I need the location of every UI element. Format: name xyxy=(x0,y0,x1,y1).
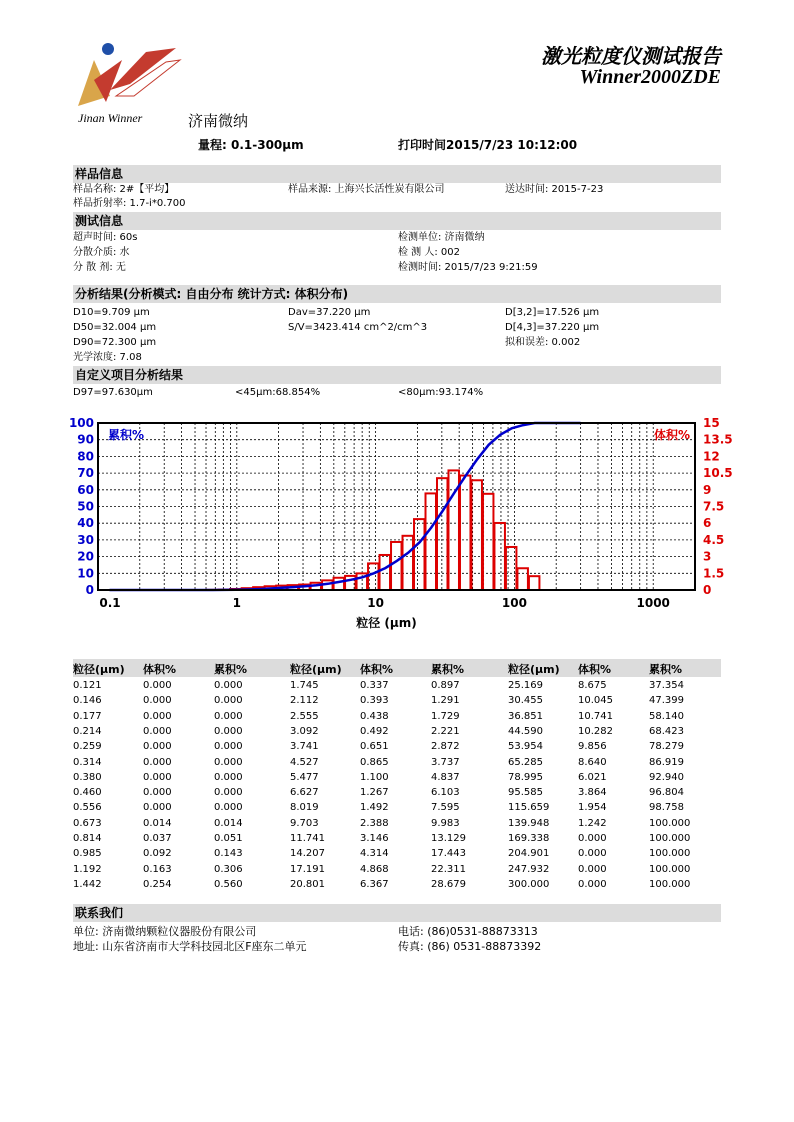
table-cell: 0.314 xyxy=(73,756,102,768)
dav-value: Dav=37.220 μm xyxy=(288,307,371,318)
right-tick-label: 4.5 xyxy=(703,532,725,547)
table-cell: 0.000 xyxy=(578,833,607,844)
table-cell: 28.679 xyxy=(431,878,466,890)
table-cell: 78.995 xyxy=(508,771,543,783)
sv-value: S/V=3423.414 cm^2/cm^3 xyxy=(288,322,428,333)
table-cell: 0.897 xyxy=(431,680,460,691)
table-cell: 5.477 xyxy=(290,771,319,783)
table-cell: 0.814 xyxy=(73,833,102,844)
table-cell: 17.443 xyxy=(431,848,466,860)
table-cell: 1.242 xyxy=(578,817,607,829)
table-cell: 0.092 xyxy=(143,848,172,860)
contact-heading: 联系我们 xyxy=(73,904,721,922)
table-column-header: 粒径(μm) xyxy=(73,663,125,676)
table-cell: 22.311 xyxy=(431,863,466,875)
table-cell: 68.423 xyxy=(649,725,684,737)
volume-bar xyxy=(426,493,436,590)
volume-bar xyxy=(460,476,470,590)
table-cell: 0.000 xyxy=(143,802,172,814)
volume-bar xyxy=(517,568,527,590)
table-column-header: 体积% xyxy=(578,663,612,676)
table-cell: 204.901 xyxy=(508,848,550,860)
ultrasound-time: 超声时间: 60s xyxy=(73,232,138,243)
table-cell: 86.919 xyxy=(649,756,684,768)
table-cell: 9.856 xyxy=(578,741,607,753)
particle-size-chart xyxy=(60,410,760,640)
table-cell: 0.000 xyxy=(214,756,243,768)
left-tick-label: 80 xyxy=(77,449,94,464)
table-cell: 0.121 xyxy=(73,680,102,691)
table-cell: 36.851 xyxy=(508,710,543,722)
table-cell: 58.140 xyxy=(649,710,684,722)
table-cell: 0.492 xyxy=(360,725,389,737)
contact-unit: 单位: 济南微纳颗粒仪器股份有限公司 xyxy=(73,925,257,938)
table-cell: 9.983 xyxy=(431,817,460,829)
table-cell: 6.627 xyxy=(290,787,319,799)
volume-bar xyxy=(471,480,481,590)
table-cell: 0.014 xyxy=(214,817,243,829)
table-cell: 6.103 xyxy=(431,787,460,799)
right-tick-label: 1.5 xyxy=(703,566,725,581)
table-cell: 78.279 xyxy=(649,741,684,753)
table-cell: 0.000 xyxy=(214,725,243,737)
table-cell: 0.000 xyxy=(143,741,172,753)
table-cell: 0.000 xyxy=(143,680,172,691)
volume-bar xyxy=(334,578,344,590)
table-cell: 100.000 xyxy=(649,863,691,875)
table-cell: 95.585 xyxy=(508,787,543,799)
table-cell: 0.393 xyxy=(360,695,389,707)
table-cell: 10.741 xyxy=(578,710,613,722)
table-cell: 0.000 xyxy=(578,878,607,890)
table-cell: 13.129 xyxy=(431,833,466,844)
right-tick-label: 10.5 xyxy=(703,466,733,481)
table-cell: 0.146 xyxy=(73,695,102,707)
right-tick-label: 9 xyxy=(703,482,712,497)
table-cell: 0.651 xyxy=(360,741,389,753)
table-cell: 98.758 xyxy=(649,802,684,814)
table-cell: 2.221 xyxy=(431,725,460,737)
table-cell: 8.675 xyxy=(578,680,607,691)
table-cell: 1.267 xyxy=(360,787,389,799)
table-cell: 53.954 xyxy=(508,741,543,753)
contact-phone: 电话: (86)0531-88873313 xyxy=(398,925,538,938)
sample-info-heading: 样品信息 xyxy=(73,165,721,183)
left-tick-label: 10 xyxy=(77,566,94,581)
fit-error: 拟和误差: 0.002 xyxy=(505,337,581,348)
table-cell: 3.092 xyxy=(290,725,319,737)
refractive-index: 样品折射率: 1.7-i*0.700 xyxy=(73,198,186,209)
x-tick-label: 10 xyxy=(367,596,384,610)
table-cell: 247.932 xyxy=(508,863,550,875)
table-cell: 11.741 xyxy=(290,833,325,844)
left-tick-label: 60 xyxy=(77,482,94,497)
table-cell: 65.285 xyxy=(508,756,543,768)
table-cell: 0.985 xyxy=(73,848,102,860)
table-cell: 0.051 xyxy=(214,833,243,844)
left-tick-label: 20 xyxy=(77,549,94,564)
table-cell: 0.380 xyxy=(73,771,102,783)
table-cell: 0.337 xyxy=(360,680,389,691)
table-cell: 0.163 xyxy=(143,863,172,875)
table-cell: 0.306 xyxy=(214,863,243,875)
table-cell: 25.169 xyxy=(508,680,543,691)
table-cell: 115.659 xyxy=(508,802,550,814)
logo-caption: Jinan Winner xyxy=(78,111,143,125)
table-cell: 4.868 xyxy=(360,863,389,875)
table-cell: 300.000 xyxy=(508,878,550,890)
test-info-heading: 测试信息 xyxy=(73,212,721,230)
table-cell: 1.954 xyxy=(578,802,607,814)
tester: 检 测 人: 002 xyxy=(398,247,460,258)
lt80-value: <80μm:93.174% xyxy=(398,387,484,398)
x-tick-label: 1 xyxy=(232,596,241,610)
table-cell: 0.673 xyxy=(73,817,102,829)
analysis-heading: 分析结果(分析模式: 自由分布 统计方式: 体积分布) xyxy=(73,285,721,303)
table-cell: 30.455 xyxy=(508,695,543,707)
table-cell: 100.000 xyxy=(649,848,691,860)
table-cell: 3.864 xyxy=(578,787,607,799)
table-cell: 0.000 xyxy=(214,741,243,753)
d50-value: D50=32.004 μm xyxy=(73,322,157,333)
table-cell: 0.000 xyxy=(214,680,243,691)
company-logo xyxy=(76,40,186,110)
table-cell: 0.000 xyxy=(143,710,172,722)
volume-bar xyxy=(483,494,493,590)
lt45-value: <45μm:68.854% xyxy=(235,387,321,398)
table-column-header: 累积% xyxy=(214,663,248,676)
table-cell: 8.640 xyxy=(578,756,607,768)
table-cell: 0.014 xyxy=(143,817,172,829)
table-cell: 4.837 xyxy=(431,771,460,783)
custom-heading: 自定义项目分析结果 xyxy=(73,366,721,384)
d43-value: D[4,3]=37.220 μm xyxy=(505,322,600,333)
left-tick-label: 90 xyxy=(77,432,94,447)
table-cell: 10.282 xyxy=(578,725,613,737)
contact-address: 地址: 山东省济南市大学科技园北区F座东二单元 xyxy=(73,940,307,953)
table-cell: 14.207 xyxy=(290,848,325,860)
table-cell: 0.556 xyxy=(73,802,102,814)
company-name: 济南微纳 xyxy=(188,112,249,130)
table-cell: 0.254 xyxy=(143,878,172,890)
volume-bar xyxy=(403,536,413,590)
volume-bar xyxy=(391,542,401,590)
table-cell: 0.214 xyxy=(73,725,102,737)
table-cell: 37.354 xyxy=(649,680,684,691)
left-tick-label: 50 xyxy=(77,499,94,514)
table-cell: 0.000 xyxy=(143,787,172,799)
optical-concentration: 光学浓度: 7.08 xyxy=(73,352,142,363)
table-cell: 96.804 xyxy=(649,787,684,799)
table-cell: 1.192 xyxy=(73,863,102,875)
measurement-range: 量程: 0.1-300μm xyxy=(198,138,304,152)
send-time: 送达时间: 2015-7-23 xyxy=(505,184,604,195)
print-time: 打印时间2015/7/23 10:12:00 xyxy=(398,138,578,152)
table-column-header: 体积% xyxy=(143,663,177,676)
table-cell: 1.729 xyxy=(431,710,460,722)
d97-value: D97=97.630μm xyxy=(73,387,153,398)
volume-bar xyxy=(506,547,516,590)
table-cell: 169.338 xyxy=(508,833,550,844)
table-cell: 100.000 xyxy=(649,878,691,890)
volume-series-label: 体积% xyxy=(653,428,690,442)
table-cell: 0.000 xyxy=(578,863,607,875)
table-cell: 0.438 xyxy=(360,710,389,722)
d90-value: D90=72.300 μm xyxy=(73,337,157,348)
volume-bar xyxy=(380,555,390,590)
table-cell: 0.000 xyxy=(214,710,243,722)
table-cell: 0.865 xyxy=(360,756,389,768)
table-cell: 0.000 xyxy=(143,695,172,707)
table-cell: 44.590 xyxy=(508,725,543,737)
table-cell: 20.801 xyxy=(290,878,325,890)
table-cell: 4.314 xyxy=(360,848,389,860)
table-cell: 0.143 xyxy=(214,848,243,860)
left-tick-label: 100 xyxy=(68,416,94,430)
table-cell: 3.737 xyxy=(431,756,460,768)
table-cell: 10.045 xyxy=(578,695,613,707)
x-tick-label: 1000 xyxy=(636,596,670,610)
right-tick-label: 6 xyxy=(703,516,712,531)
table-cell: 0.000 xyxy=(578,848,607,860)
left-tick-label: 30 xyxy=(77,532,94,547)
table-cell: 92.940 xyxy=(649,771,684,783)
right-tick-label: 7.5 xyxy=(703,499,725,514)
test-time: 检测时间: 2015/7/23 9:21:59 xyxy=(398,262,538,273)
x-tick-label: 100 xyxy=(501,596,527,610)
table-column-header: 累积% xyxy=(431,663,465,676)
table-cell: 100.000 xyxy=(649,817,691,829)
table-cell: 17.191 xyxy=(290,863,325,875)
test-unit: 检测单位: 济南微纳 xyxy=(398,232,485,243)
report-title: 激光粒度仪测试报告 xyxy=(541,44,721,68)
volume-bar xyxy=(529,576,539,590)
d10-value: D10=9.709 μm xyxy=(73,307,150,318)
table-cell: 0.460 xyxy=(73,787,102,799)
left-tick-label: 0 xyxy=(85,583,94,597)
table-cell: 0.560 xyxy=(214,878,243,890)
table-cell: 0.259 xyxy=(73,741,102,753)
x-tick-label: 0.1 xyxy=(99,596,121,610)
table-cell: 1.492 xyxy=(360,802,389,814)
table-cell: 0.000 xyxy=(143,771,172,783)
table-cell: 8.019 xyxy=(290,802,319,814)
table-column-header: 累积% xyxy=(649,663,683,676)
table-cell: 2.555 xyxy=(290,710,319,722)
table-cell: 0.000 xyxy=(214,802,243,814)
table-cell: 0.000 xyxy=(214,771,243,783)
table-cell: 0.000 xyxy=(214,695,243,707)
table-cell: 2.388 xyxy=(360,817,389,829)
x-axis-label: 粒径 (μm) xyxy=(356,616,417,630)
right-tick-label: 15 xyxy=(703,416,720,430)
table-cell: 6.367 xyxy=(360,878,389,890)
right-tick-label: 13.5 xyxy=(703,432,733,447)
dispersant: 分 散 剂: 无 xyxy=(73,262,126,273)
sample-name: 样品名称: 2#【平均】 xyxy=(73,184,175,195)
table-cell: 47.399 xyxy=(649,695,684,707)
dispersion-medium: 分散介质: 水 xyxy=(73,247,130,258)
volume-bar xyxy=(414,519,424,590)
cumulative-series-label: 累积% xyxy=(108,428,145,442)
table-cell: 6.021 xyxy=(578,771,607,783)
left-tick-label: 70 xyxy=(77,466,94,481)
table-cell: 139.948 xyxy=(508,817,550,829)
table-cell: 0.000 xyxy=(143,725,172,737)
table-cell: 7.595 xyxy=(431,802,460,814)
right-tick-label: 12 xyxy=(703,449,720,464)
table-cell: 1.745 xyxy=(290,680,319,691)
table-cell: 100.000 xyxy=(649,833,691,844)
table-cell: 4.527 xyxy=(290,756,319,768)
table-column-header: 粒径(μm) xyxy=(290,663,342,676)
right-tick-label: 3 xyxy=(703,549,712,564)
table-cell: 3.741 xyxy=(290,741,319,753)
table-cell: 0.000 xyxy=(143,756,172,768)
right-tick-label: 0 xyxy=(703,583,712,597)
table-cell: 1.291 xyxy=(431,695,460,707)
table-cell: 0.037 xyxy=(143,833,172,844)
table-cell: 1.442 xyxy=(73,878,102,890)
sample-source: 样品来源: 上海兴长活性炭有限公司 xyxy=(288,184,445,195)
table-cell: 2.112 xyxy=(290,695,319,707)
table-cell: 1.100 xyxy=(360,771,389,783)
table-cell: 0.177 xyxy=(73,710,102,722)
contact-fax: 传真: (86) 0531-88873392 xyxy=(398,940,542,953)
table-cell: 0.000 xyxy=(214,787,243,799)
table-column-header: 粒径(μm) xyxy=(508,663,560,676)
left-tick-label: 40 xyxy=(77,516,94,531)
table-column-header: 体积% xyxy=(360,663,394,676)
instrument-model: Winner2000ZDE xyxy=(579,66,721,88)
table-cell: 3.146 xyxy=(360,833,389,844)
d32-value: D[3,2]=17.526 μm xyxy=(505,307,600,318)
table-cell: 9.703 xyxy=(290,817,319,829)
table-cell: 2.872 xyxy=(431,741,460,753)
